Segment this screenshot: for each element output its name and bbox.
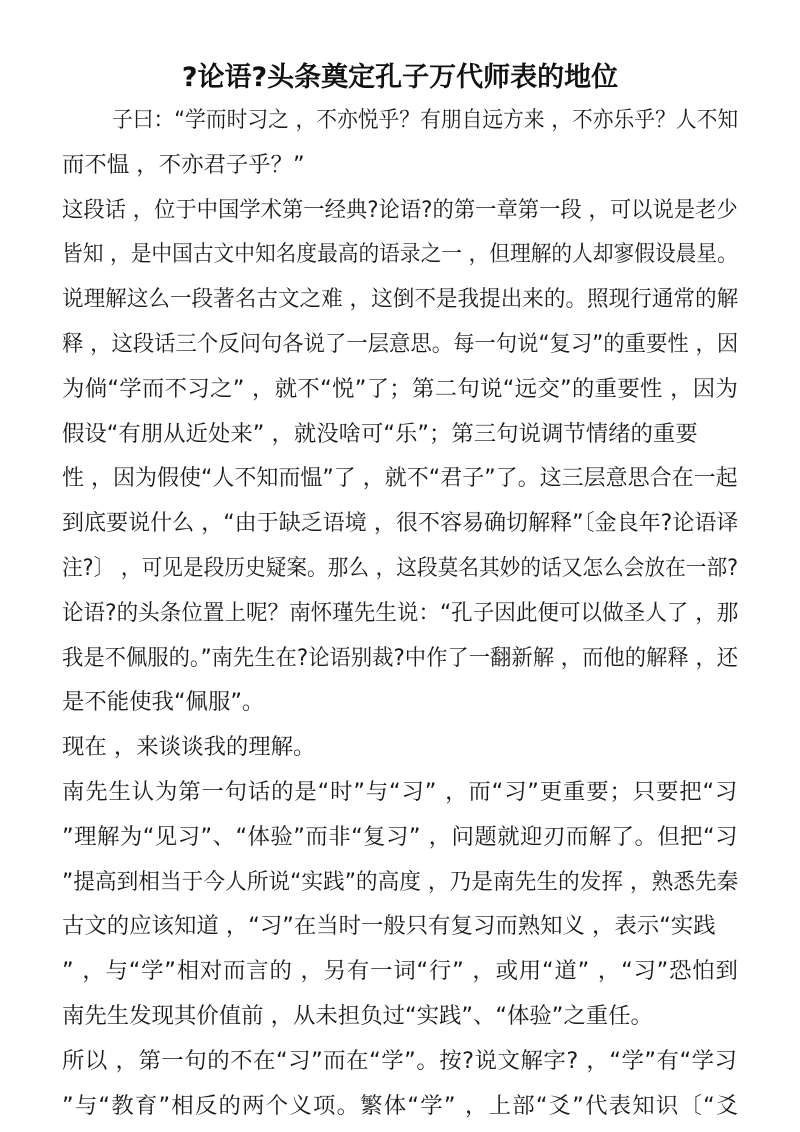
paragraph-line: 皆知 ，是中国古文中知名度最高的语录之一 ，但理解的人却寥假设晨星。 — [62, 241, 738, 267]
page-title: ?论语?头条奠定孔子万代师表的地位 — [181, 62, 619, 93]
paragraph-line: 是不能使我“佩服”。 — [62, 689, 265, 715]
paragraph-line: 而不愠 ，不亦君子乎？” — [62, 152, 305, 178]
paragraph-line: 性 ，因为假使“人不知而愠”了 ，就不“君子”了。这三层意思合在一起 — [62, 465, 738, 491]
paragraph-line: 古文的应该知道 ，“习”在当时一般只有复习而熟知义 ，表示“实践 — [62, 913, 716, 939]
paragraph-line: ”提高到相当于今人所说“实践”的高度 ，乃是南先生的发挥 ，熟悉先秦 — [62, 869, 739, 895]
paragraph-line: 南先生认为第一句话的是“时”与“习” ，而“习”更重要；只要把“习 — [62, 779, 739, 805]
paragraph-line: 到底要说什么 ，“由于缺乏语境 ，很不容易确切解释”〔金良年?论语译 — [62, 510, 739, 536]
paragraph-line: 释 ，这段话三个反问句各说了一层意思。每一句说“复习”的重要性 ，因 — [62, 331, 739, 357]
paragraph-line: ”与“教育”相反的两个义项。繁体“学” ，上部“爻”代表知识〔“爻 — [62, 1093, 740, 1119]
paragraph-line: 所以 ，第一句的不在“习”而在“学”。按?说文解字? ，“学”有“学习 — [62, 1048, 738, 1074]
paragraph-line: ” ，与“学”相对而言的 ，另有一词“行” ，或用“道” ，“习”恐怕到 — [62, 958, 739, 984]
paragraph-line: 这段话 ，位于中国学术第一经典?论语?的第一章第一段 ，可以说是老少 — [62, 197, 738, 223]
paragraph-line: 假设“有朋从近处来” ，就没啥可“乐”；第三句说调节情绪的重要 — [62, 421, 698, 447]
paragraph-line: 为倘“学而不习之” ，就不“悦”了；第二句说“远交”的重要性 ，因为 — [62, 376, 739, 402]
paragraph-line: 子曰：“学而时习之 ，不亦悦乎？有朋自远方来 ，不亦乐乎？人不知 — [112, 107, 739, 133]
paragraph-line: 注?〕 ，可见是段历史疑案。那么 ，这段莫名其妙的话又怎么会放在一部? — [62, 555, 739, 581]
paragraph-line: 我是不佩服的。”南先生在?论语别裁?中作了一翻新解 ，而他的解释 ，还 — [62, 645, 739, 671]
paragraph-line: 论语?的头条位置上呢？南怀瑾先生说：“孔子因此便可以做圣人了 ，那 — [62, 600, 739, 626]
paragraph-line: 现在 ，来谈谈我的理解。 — [62, 734, 316, 760]
paragraph-line: ”理解为“见习”、“体验”而非“复习” ，问题就迎刃而解了。但把“习 — [62, 824, 739, 850]
paragraph-line: 南先生发现其价值前 ，从未担负过“实践”、“体验”之重任。 — [62, 1003, 653, 1029]
paragraph-line: 说理解这么一段著名古文之难 ，这倒不是我提出来的。照现行通常的解 — [62, 286, 739, 312]
